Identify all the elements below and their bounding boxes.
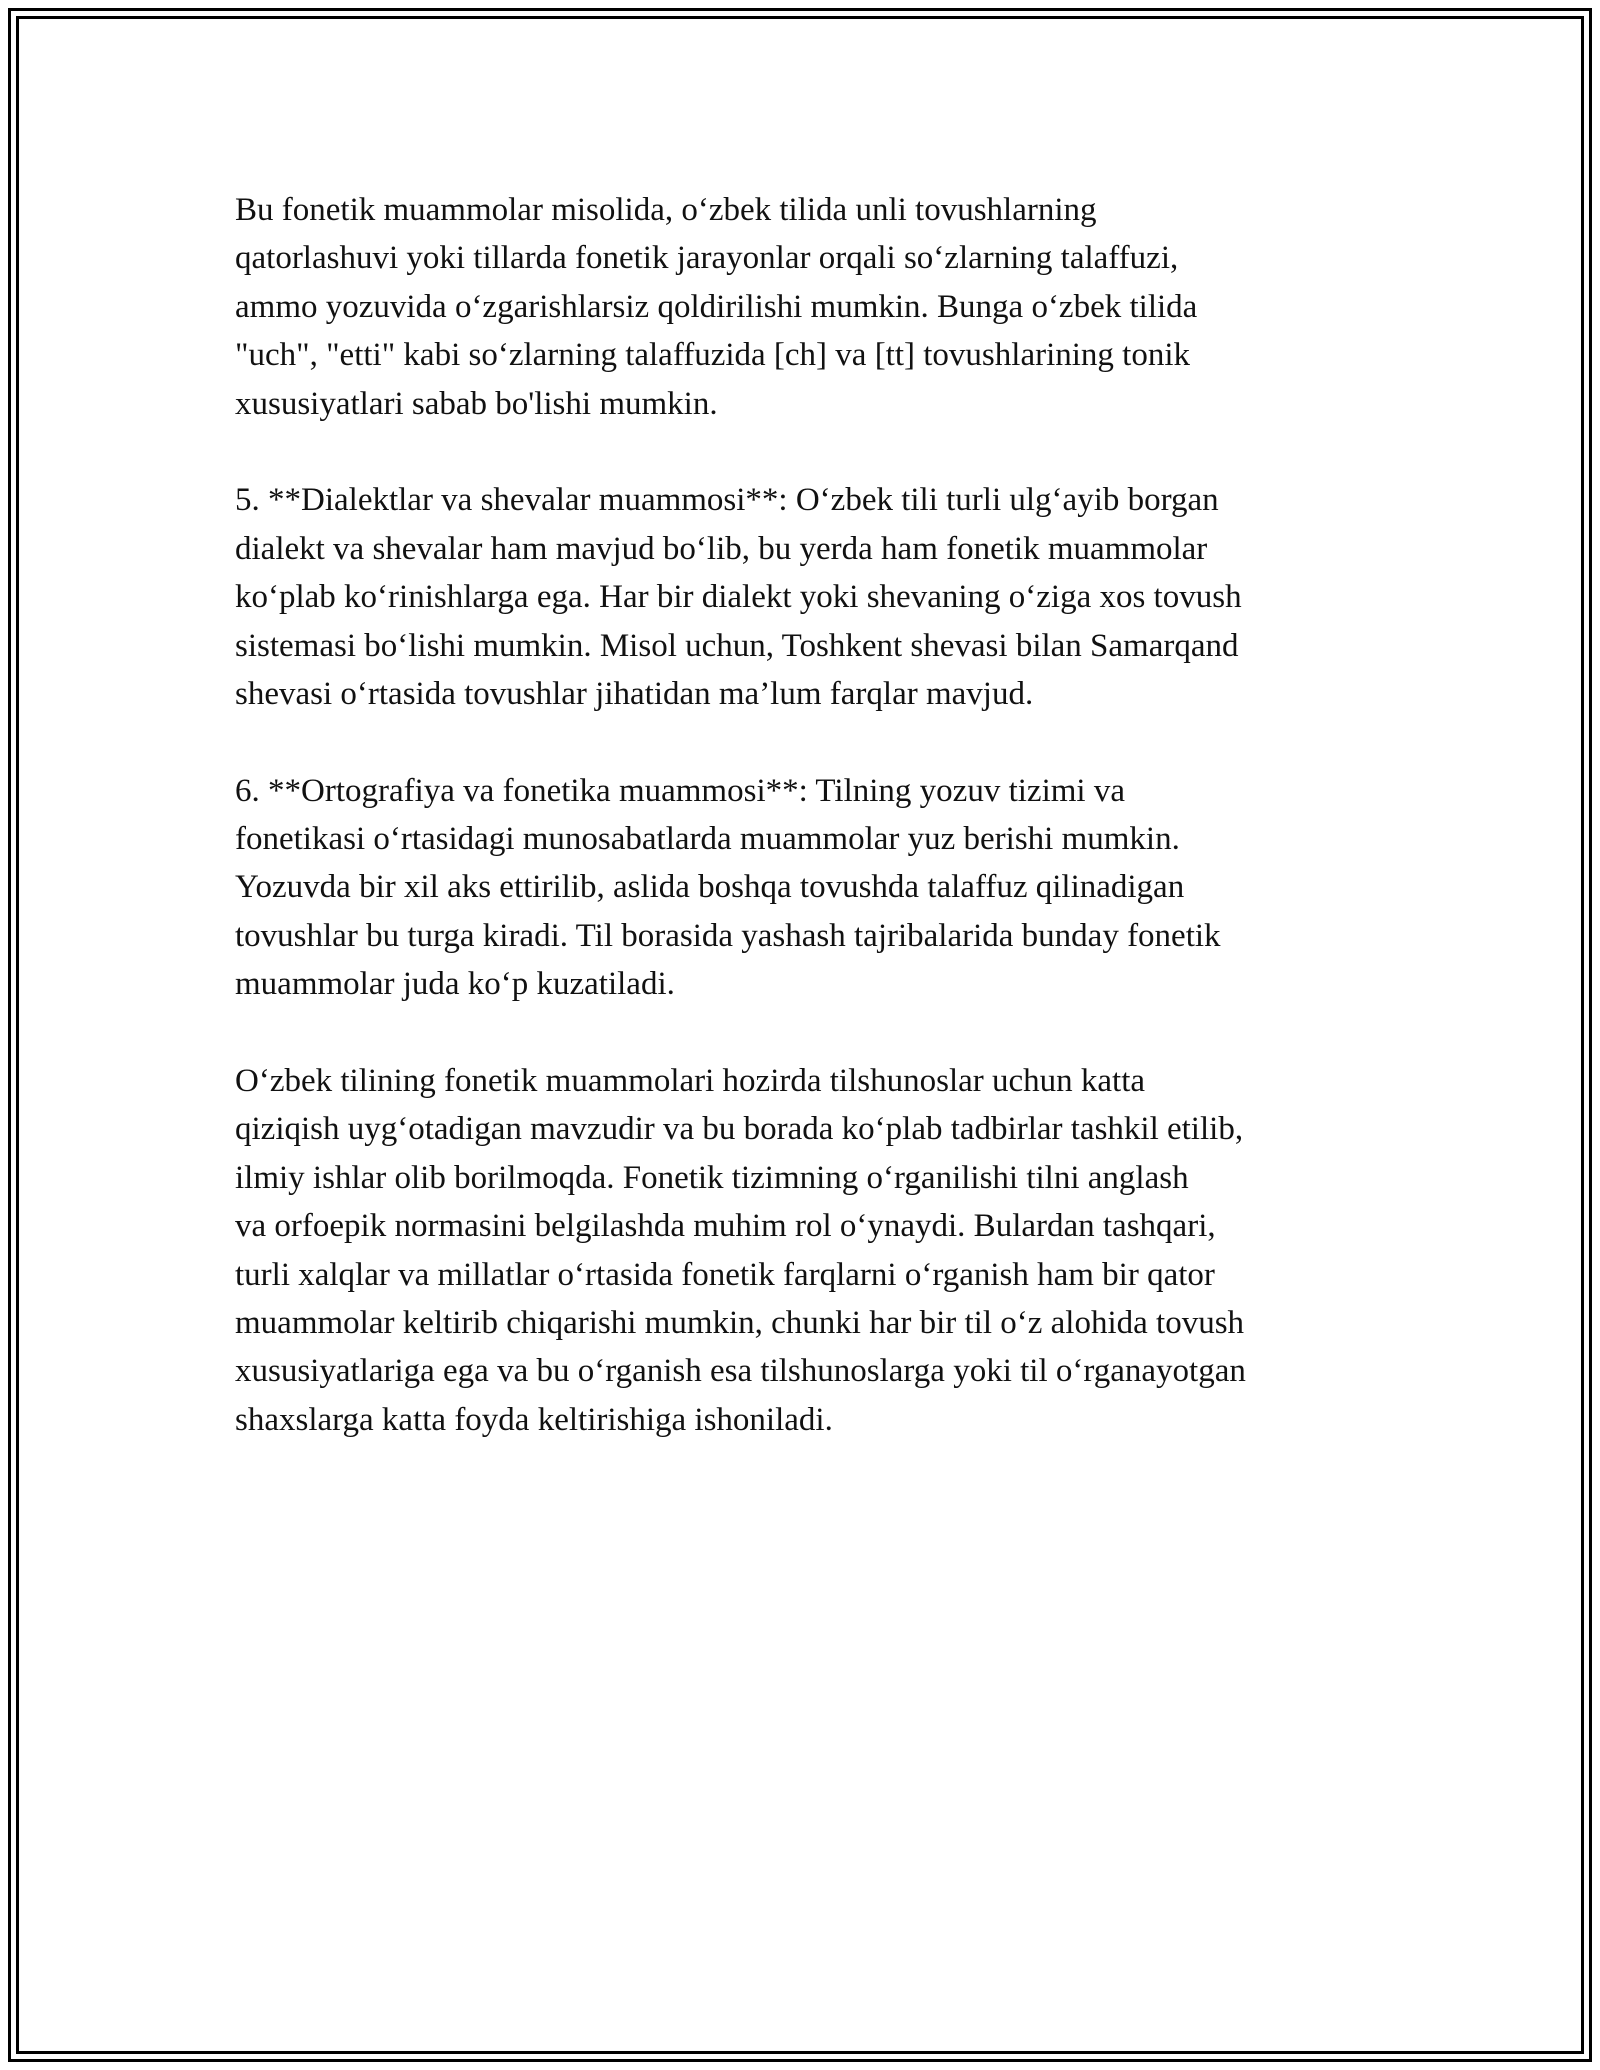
text-line: 6. **Ortografiya va fonetika muammosi**: Tilning yozuv tizimi va (235, 772, 1125, 809)
text-line: va orfoepik normasini belgilashda muhim rol o‘ynaydi. Bulardan tashqari, (235, 1208, 1216, 1245)
text-line: sistemasi bo‘lishi mumkin. Misol uchun, Toshkent shevasi bilan Samarqand (235, 627, 1239, 664)
text-line: "uch", "etti" kabi so‘zlarning talaffuzida [ch] va [tt] tovushlarining tonik (235, 337, 1191, 374)
text-line: 5. **Dialektlar va shevalar muammosi**: O‘zbek tili turli ulg‘ayib borgan (235, 482, 1219, 519)
text-line: xususiyatlariga ega va bu o‘rganish esa tilshunoslarga yoki til o‘rganayotgan (235, 1353, 1246, 1390)
text-line: tovushlar bu turga kiradi. Til borasida yashash tajribalarida bunday fonetik (235, 917, 1221, 954)
text-line: turli xalqlar va millatlar o‘rtasida fonetik farqlarni o‘rganish ham bir qator (235, 1256, 1215, 1293)
text-line: qiziqish uyg‘otadigan mavzudir va bu borada ko‘plab tadbirlar tashkil etilib, (235, 1111, 1244, 1148)
text-line: shaxslarga katta foyda keltirishiga ishoniladi. (235, 1401, 833, 1438)
text-line: Bu fonetik muammolar misolida, o‘zbek tilida unli tovushlarning (235, 192, 1097, 228)
paragraph-conclusion (235, 1057, 1380, 1444)
text-line: ilmiy ishlar olib borilmoqda. Fonetik tizimning o‘rganilishi tilni anglash (235, 1159, 1189, 1196)
text-line: dialekt va shevalar ham mavjud bo‘lib, bu yerda ham fonetik muammolar (235, 530, 1208, 567)
text-line: fonetikasi o‘rtasidagi munosabatlarda muammolar yuz berishi mumkin. (235, 821, 1180, 858)
text-line: muammolar keltirib chiqarishi mumkin, chunki har bir til o‘z alohida tovush (235, 1304, 1245, 1341)
text-line: shevasi o‘rtasida tovushlar jihatidan ma’lum farqlar mavjud. (235, 675, 1034, 712)
text-line: O‘zbek tilining fonetik muammolari hozirda tilshunoslar uchun katta (235, 1063, 1146, 1100)
text-line: Yozuvda bir xil aks ettirilib, aslida boshqa tovushda talaffuz qilinadigan (235, 869, 1185, 906)
text-line: xususiyatlari sabab bo'lishi mumkin. (235, 385, 718, 422)
text-line: ammo yozuvida o‘zgarishlarsiz qoldirilishi mumkin. Bunga o‘zbek tilida (235, 288, 1198, 325)
text-line: ko‘plab ko‘rinishlarga ega. Har bir dialekt yoki shevaning o‘ziga xos tovush (235, 579, 1242, 616)
paragraph-phonetic-examples (235, 186, 1380, 428)
text-line: qatorlashuvi yoki tillarda fonetik jarayonlar orqali so‘zlarning talaffuzi, (235, 240, 1179, 277)
paragraph-orthography (235, 767, 1380, 1009)
paragraph-dialects (235, 476, 1380, 718)
text-line: muammolar juda ko‘p kuzatiladi. (235, 966, 675, 1003)
document-body (235, 186, 1380, 1444)
